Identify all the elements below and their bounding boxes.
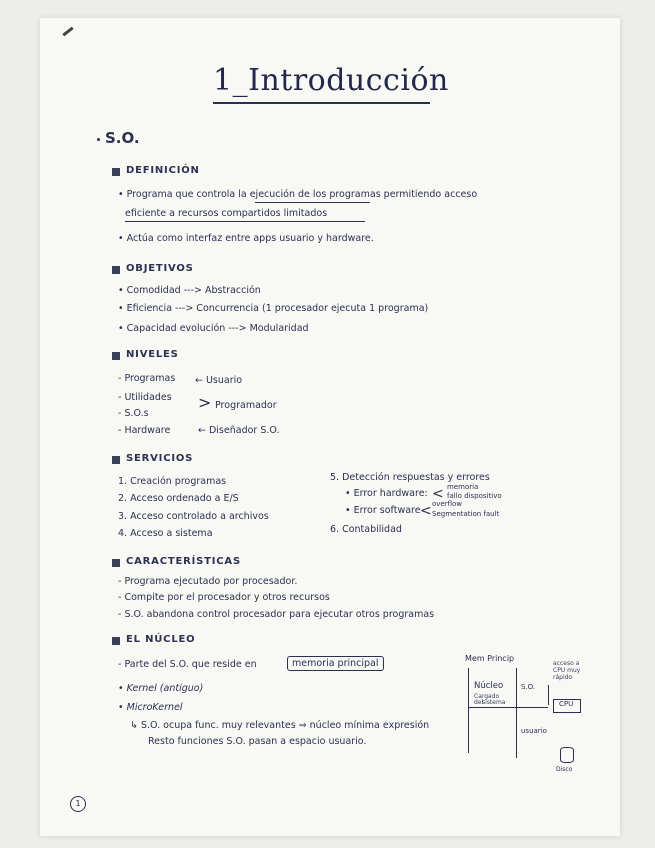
servicio-5-error-hw: • Error hardware: — [345, 488, 428, 499]
diagram-disco: Disco — [556, 766, 573, 773]
nucleo-line-1: - Parte del S.O. que reside en — [118, 659, 257, 670]
nucleo-microkernel: • MicroKernel — [118, 702, 183, 713]
definicion-bullet-icon — [112, 168, 120, 176]
niveles-brace: > — [198, 393, 212, 412]
niveles-hardware: - Hardware — [118, 425, 171, 436]
objetivos-heading: OBJETIVOS — [126, 263, 194, 274]
title-underline — [213, 102, 430, 104]
diagram-acceso-2: CPU muy — [553, 667, 581, 674]
definicion-line-3: • Actúa como interfaz entre apps usuario y hardware. — [118, 233, 374, 244]
servicio-4: 4. Acceso a sistema — [118, 528, 213, 539]
diagram-small-1: Cargado — [474, 693, 500, 700]
definicion-heading: DEFINICIÓN — [126, 165, 200, 176]
diagram-so: S.O. — [521, 683, 536, 691]
so-label: S.O. — [105, 129, 140, 147]
definicion-line-2: eficiente a recursos compartidos limitados — [125, 208, 328, 219]
servicio-5-sw-b: Segmentation fault — [432, 510, 500, 518]
servicio-5-hw-a: memoria — [447, 483, 479, 491]
diagram-middle-edge — [516, 668, 517, 758]
diagram-divider — [468, 707, 548, 708]
niveles-bullet-icon — [112, 352, 120, 360]
caracteristicas-bullet-icon — [112, 559, 120, 567]
servicio-6: 6. Contabilidad — [330, 524, 402, 535]
caracteristicas-line-1: - Programa ejecutado por procesador. — [118, 576, 298, 587]
diagram-mem-label: Mem Princip — [465, 654, 515, 663]
caracteristicas-line-3: - S.O. abandona control procesador para ejecutar otros programas — [118, 609, 435, 620]
diagram-acceso-1: acceso a — [553, 660, 580, 667]
diagram-small-3: sistema — [482, 699, 506, 706]
so-bullet — [97, 138, 100, 141]
nucleo-bullet-icon — [112, 637, 120, 645]
servicio-5-sw-a: overflow — [432, 500, 463, 508]
objetivos-line-2: • Eficiencia ---> Concurrencia (1 procesador ejecuta 1 programa) — [118, 303, 429, 314]
objetivos-line-1: • Comodidad ---> Abstracción — [118, 285, 261, 296]
servicio-5: 5. Detección respuestas y errores — [330, 472, 490, 483]
niveles-usuario: ← Usuario — [195, 375, 243, 386]
servicio-5-hw-b: fallo dispositivo — [447, 492, 502, 500]
nucleo-heading: EL NÚCLEO — [126, 634, 196, 645]
diagram-cpu-link — [548, 685, 549, 705]
diagram-small-2: del — [474, 699, 484, 706]
servicios-heading: SERVICIOS — [126, 453, 194, 464]
niveles-programas: - Programas — [118, 373, 176, 384]
page-number: 1 — [70, 796, 86, 812]
servicio-2: 2. Acceso ordenado a E/S — [118, 493, 239, 504]
servicio-5-hw-brace: < — [432, 486, 444, 502]
niveles-sos: - S.O.s — [118, 408, 149, 419]
definicion-line-1: • Programa que controla la ejecución de los programas permitiendo acceso — [118, 189, 478, 200]
nucleo-line-4: ↳ S.O. ocupa func. muy relevantes ⇒ núcleo mínima expresión — [130, 720, 430, 731]
objetivos-bullet-icon — [112, 266, 120, 274]
diagram-acceso-3: rápido — [553, 674, 573, 681]
definicion-underline-2 — [125, 221, 365, 222]
definicion-underline-1 — [255, 202, 370, 203]
servicio-1: 1. Creación programas — [118, 476, 227, 487]
servicios-bullet-icon — [112, 456, 120, 464]
diagram-usuario: usuario — [521, 727, 547, 735]
objetivos-line-3: • Capacidad evolución ---> Modularidad — [118, 323, 309, 334]
diagram-nucleo: Núcleo — [474, 681, 504, 691]
diagram-cpu: CPU — [559, 700, 574, 708]
niveles-utilidades: - Utilidades — [118, 392, 172, 403]
page-title: 1_Introducción — [213, 63, 449, 98]
caracteristicas-heading: CARACTERÍSTICAS — [126, 556, 241, 567]
nucleo-kernel: • Kernel (antiguo) — [118, 683, 204, 694]
nucleo-memoria-principal: memoria principal — [287, 656, 384, 671]
niveles-disenador: ← Diseñador S.O. — [198, 425, 280, 436]
diagram-disk-icon — [560, 747, 574, 763]
niveles-programador: Programador — [215, 400, 277, 411]
servicio-3: 3. Acceso controlado a archivos — [118, 511, 269, 522]
servicio-5-error-sw: • Error software — [345, 505, 421, 516]
nucleo-line-5: Resto funciones S.O. pasan a espacio usuario. — [148, 736, 367, 747]
niveles-heading: NIVELES — [126, 349, 179, 360]
servicio-5-sw-brace: < — [420, 503, 432, 519]
diagram-left-edge — [468, 668, 469, 753]
caracteristicas-line-2: - Compite por el procesador y otros recursos — [118, 592, 330, 603]
